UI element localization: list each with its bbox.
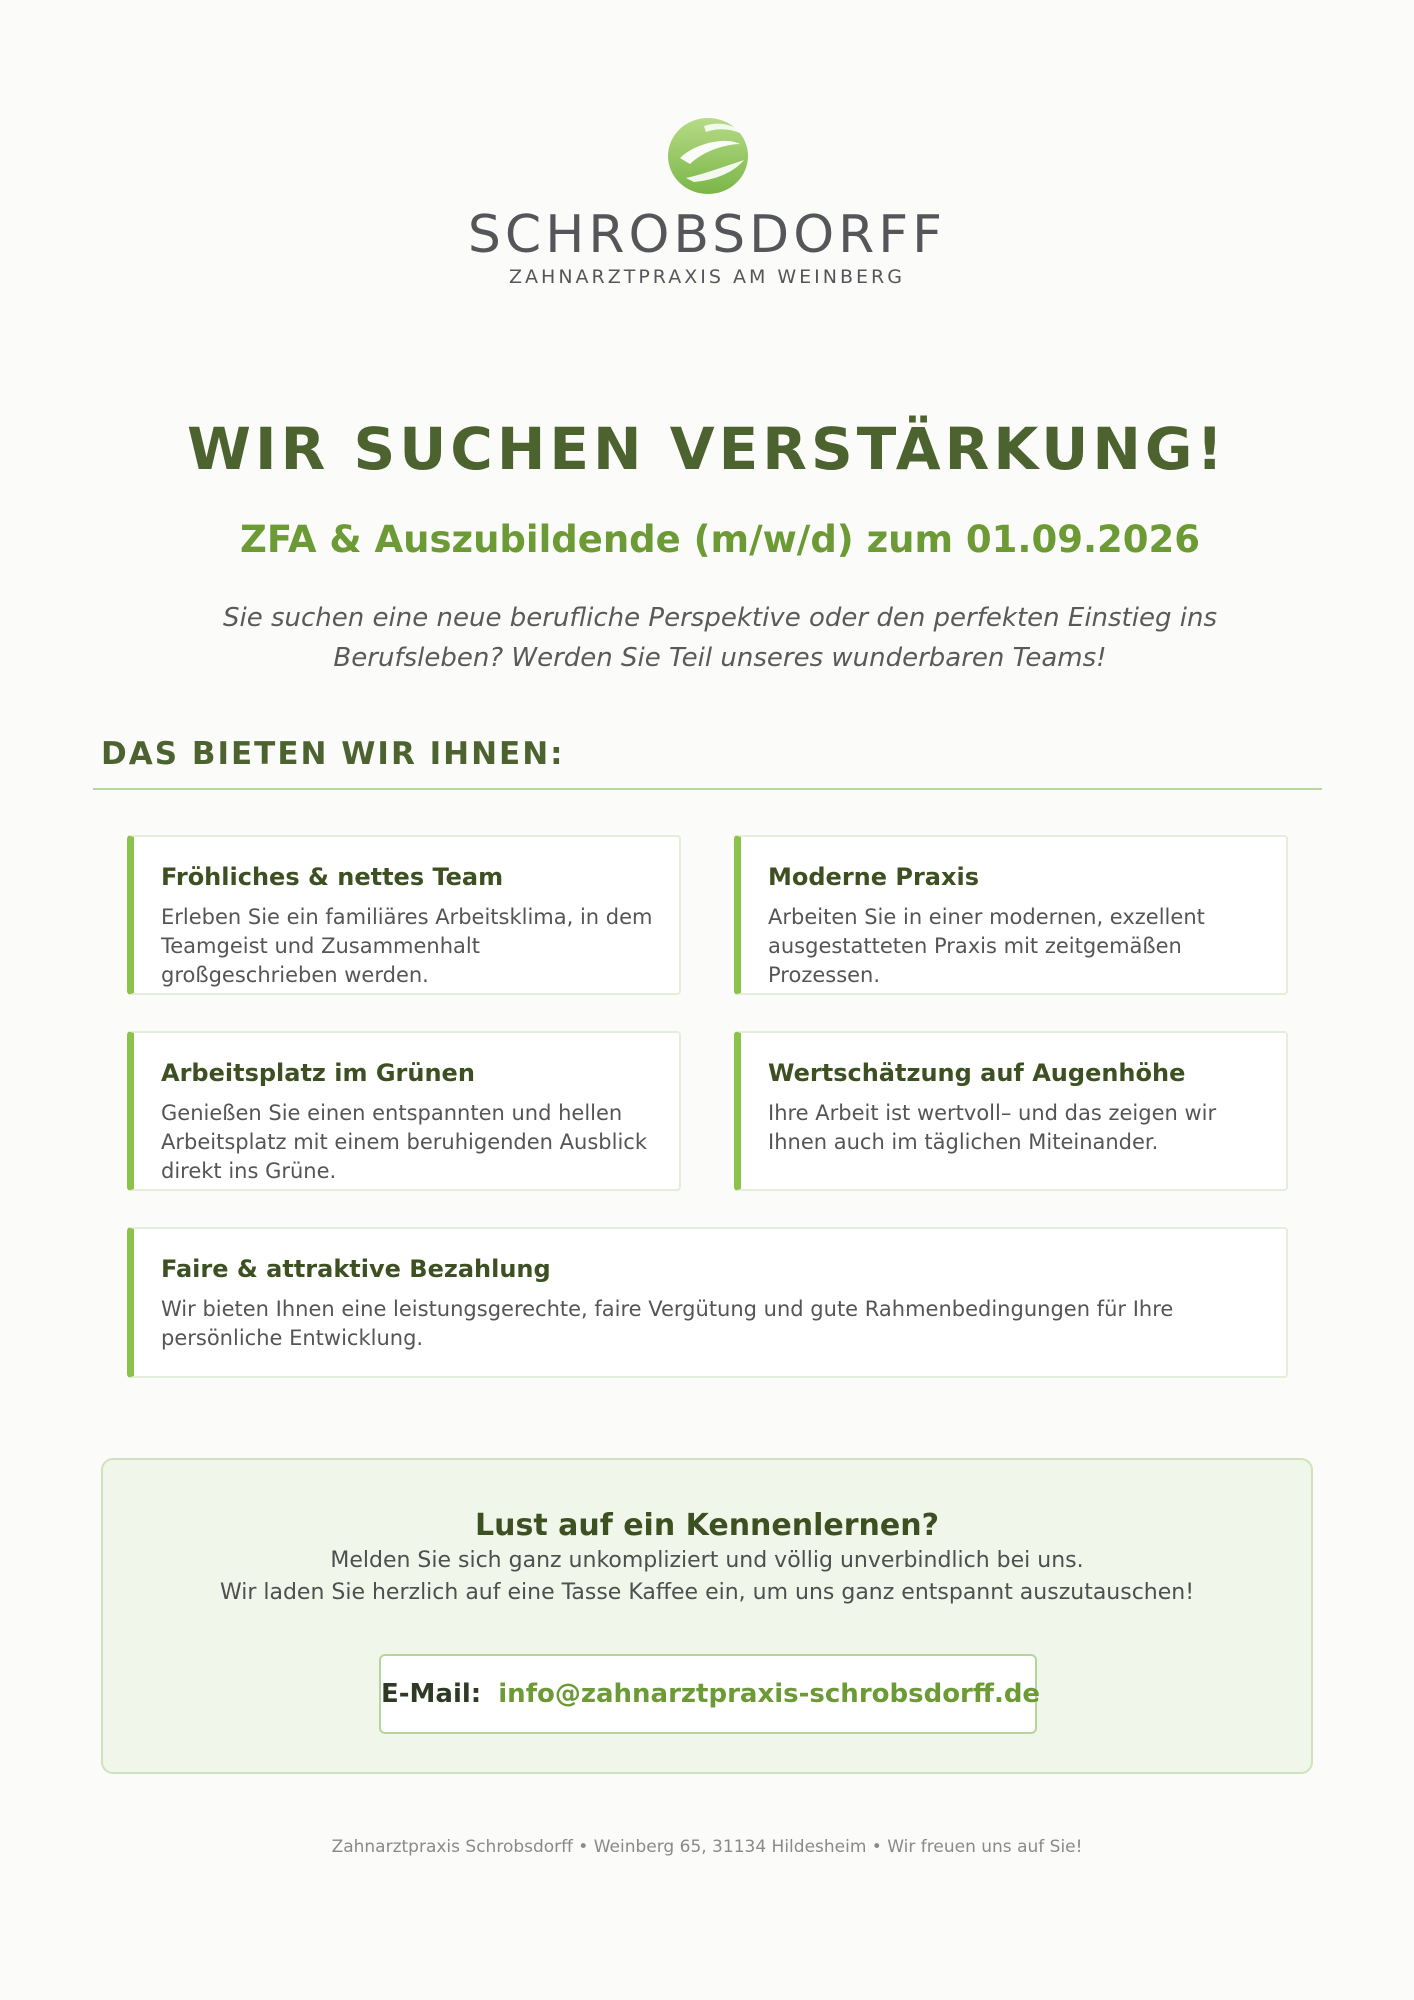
contact-line-2: Wir laden Sie herzlich auf eine Tasse Kaffee ein, um uns ganz entspannt auszutauschen! [219, 1580, 1195, 1605]
section-divider [93, 788, 1322, 790]
contact-title: Lust auf ein Kennenlernen? [474, 1508, 940, 1543]
email-link[interactable]: info@zahnarztpraxis-schrobsdorff.de [498, 1679, 1041, 1709]
benefit-title: Wertschätzung auf Augenhöhe [768, 1059, 1186, 1087]
benefit-title: Arbeitsplatz im Grünen [161, 1059, 475, 1087]
email-label: E-Mail: [381, 1679, 482, 1709]
logo-wordmark: SCHROBSDORFF [467, 205, 947, 265]
job-title: ZFA & Auszubildende (m/w/d) zum 01.09.2026 [240, 518, 1200, 561]
email-box [379, 1654, 1041, 1734]
footer: Zahnarztpraxis Schrobsdorff • Weinberg 65, 31134 Hildesheim • Wir freuen uns auf Sie! [331, 1837, 1083, 1857]
benefit-title: Moderne Praxis [768, 863, 979, 891]
benefit-card-appreciation [734, 1031, 1288, 1191]
benefit-text: Wir bieten Ihnen eine leistungsgerechte, faire Vergütung und gute Rahmenbedingungen für Ihre persönliche Entwicklung. [161, 1297, 1174, 1350]
benefit-title: Faire & attraktive Bezahlung [161, 1255, 551, 1283]
benefit-card-practice [734, 835, 1288, 995]
contact-line-1: Melden Sie sich ganz unkompliziert und völlig unverbindlich bei uns. [330, 1548, 1084, 1573]
benefit-title: Fröhliches & nettes Team [161, 863, 504, 891]
intro-text [200, 598, 1240, 678]
logo-tagline: ZAHNARZTPRAXIS AM WEINBERG [509, 266, 905, 288]
logo-swoosh-icon [664, 114, 752, 198]
intro-line-1: Sie suchen eine neue berufliche Perspektive oder den perfekten Einstieg ins [223, 603, 1217, 633]
benefit-card-green-workplace [127, 1031, 681, 1191]
benefit-text: Ihre Arbeit ist wertvoll– und das zeigen wir Ihnen auch im täglichen Miteinander. [768, 1101, 1217, 1154]
benefit-text: Arbeiten Sie in einer modernen, exzellent ausgestatteten Praxis mit zeitgemäßen Prozessen. [768, 905, 1205, 987]
page-title: WIR SUCHEN VERSTÄRKUNG! [187, 415, 1227, 483]
benefits-heading: DAS BIETEN WIR IHNEN: [101, 736, 565, 772]
benefit-card-salary [127, 1227, 1288, 1378]
benefit-text: Erleben Sie ein familiäres Arbeitsklima, in dem Teamgeist und Zusammenhalt großgeschrieben werden. [161, 905, 653, 987]
contact-box [101, 1458, 1313, 1774]
intro-line-2: Berufsleben? Werden Sie Teil unseres wunderbaren Teams! [333, 643, 1107, 673]
benefit-text: Genießen Sie einen entspannten und hellen Arbeitsplatz mit einem beruhigenden Ausblick direkt ins Grüne. [161, 1101, 647, 1183]
benefit-card-team [127, 835, 681, 995]
